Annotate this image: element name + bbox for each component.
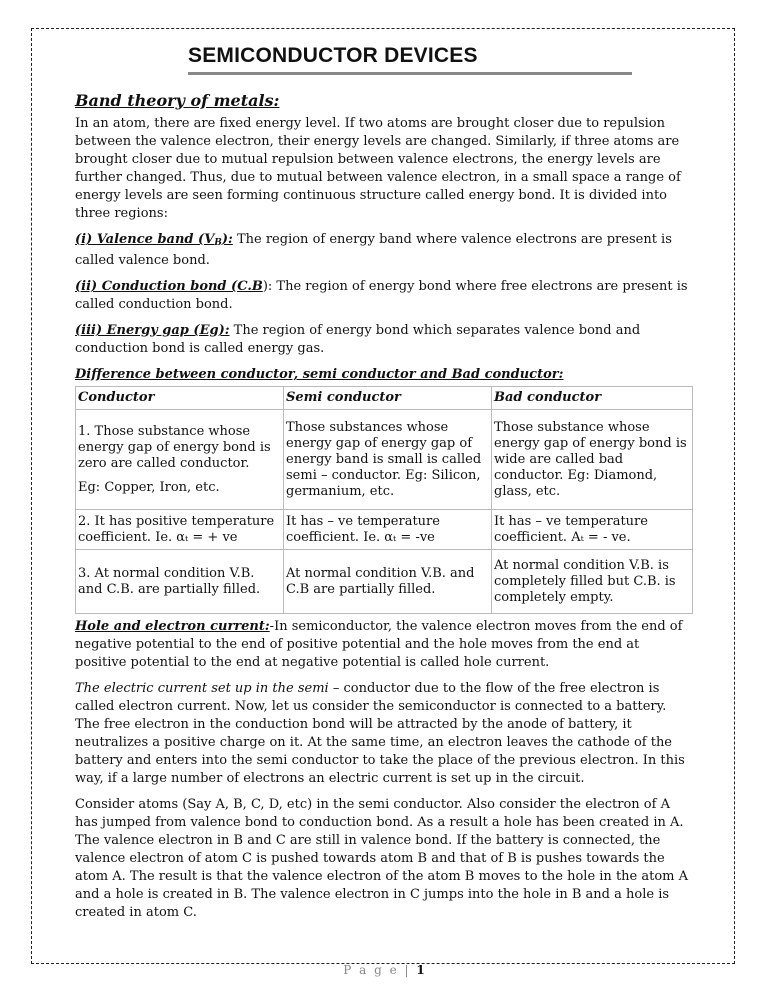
header-semi-conductor: Semi conductor xyxy=(284,387,492,410)
table-cell: At normal condition V.B. is completely filled but C.B. is completely empty. xyxy=(492,550,693,614)
table-row xyxy=(76,550,693,614)
table-cell: It has – ve temperature coefficient. Ie. αₜ = -ve xyxy=(284,510,492,550)
table-cell: 1. Those substance whose energy gap of energy bond is zero are called conductor. Eg: Copper, Iron, etc. xyxy=(76,410,284,510)
header-conductor: Conductor xyxy=(76,387,284,410)
table-cell: 2. It has positive temperature coefficient. Ie. αₜ = + ve xyxy=(76,510,284,550)
table-row xyxy=(76,510,693,550)
document-body xyxy=(75,92,693,930)
table-row xyxy=(76,410,693,510)
comparison-table xyxy=(75,386,693,614)
table-cell: 3. At normal condition V.B. and C.B. are partially filled. xyxy=(76,550,284,614)
electron-current-paragraph: The electric current set up in the semi – conductor due to the flow of the free electron is called electron current. Now, let us consider the semiconductor is connected to a battery. The free electron in the conduction bond will be attracted by the anode of battery, it neutralizes a positive charge on it. At the same time, an electron leaves the cathode of the battery and enters into the semi conductor to take the place of the previous electron. In this way, if a large number of electrons an electric current is set up in the circuit. xyxy=(75,681,685,786)
table-cell: Those substances whose energy gap of energy gap of energy band is small is called semi – conductor. Eg: Silicon, germanium, etc. xyxy=(284,410,492,510)
title-underline xyxy=(188,72,632,75)
section-heading: Band theory of metals: xyxy=(75,91,280,110)
table-cell: Those substance whose energy gap of energy bond is wide are called bad conductor. Eg: Diamond, glass, etc. xyxy=(492,410,693,510)
intro-paragraph: In an atom, there are fixed energy level. If two atoms are brought closer due to repulsion between the valence electron, their energy levels are changed. Similarly, if three atoms are brought closer due to mutual repulsion between valence electrons, the energy levels are further changed. Thus, due to mutual between valence electron, in a small space a range of energy levels are seen forming continuous structure called energy bond. It is divided into three regions: xyxy=(75,116,681,221)
header-bad-conductor: Bad conductor xyxy=(492,387,693,410)
page-footer: P a g e | 1 xyxy=(343,963,425,977)
region-valence: (i) Valence band $(V_B)$: The region of energy band where valence electrons are present is called valence bond. xyxy=(75,232,672,268)
page-title: SEMICONDUCTOR DEVICES xyxy=(188,44,478,67)
table-cell: At normal condition V.B. and C.B are partially filled. xyxy=(284,550,492,614)
region-conduction: (ii) Conduction bond (C.B): The region of energy bond where free electrons are present is called conduction bond. xyxy=(75,279,688,312)
atoms-paragraph: Consider atoms (Say A, B, C, D, etc) in the semi conductor. Also consider the electron of A has jumped from valence bond to conduction bond. As a result a hole has been created in A. The valence electron in B and C are still in valence bond. If the battery is connected, the valence electron of atom C is pushed towards atom B and that of B is pushes towards the atom A. The result is that the valence electron of the atom B moves to the hole in the atom A and a hole is created in B. The valence electron in C jumps into the hole in B and a hole is created in atom C. xyxy=(75,797,689,920)
table-header-row xyxy=(76,387,693,410)
region-energy-gap: (iii) Energy gap (Eg): The region of energy bond which separates valence bond and conduction bond is called energy gas. xyxy=(75,323,641,356)
hole-current-paragraph: Hole and electron current:-In semiconductor, the valence electron moves from the end of negative potential to the end of positive potential and the hole moves from the end at positive potential to the end at negative potential is called hole current. xyxy=(75,619,683,670)
table-title: Difference between conductor, semi conductor and Bad conductor: xyxy=(75,367,564,382)
table-cell: It has – ve temperature coefficient. Aₜ = - ve. xyxy=(492,510,693,550)
